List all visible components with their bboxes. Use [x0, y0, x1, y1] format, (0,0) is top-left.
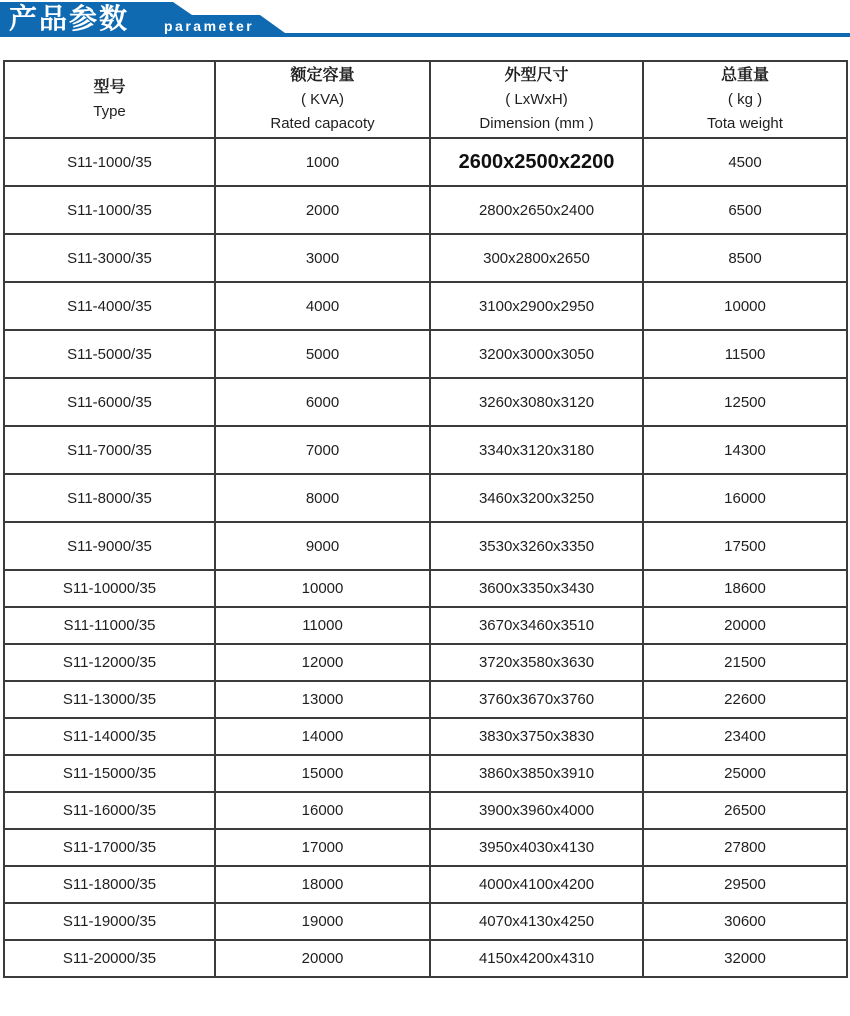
- cell-capacity: 4000: [215, 282, 430, 330]
- col-header-weight-en: Tota weight: [707, 114, 783, 132]
- cell-weight: 23400: [643, 718, 847, 755]
- cell-weight: 29500: [643, 866, 847, 903]
- cell-weight: 17500: [643, 522, 847, 570]
- cell-weight: 25000: [643, 755, 847, 792]
- cell-dimension: 3670x3460x3510: [430, 607, 643, 644]
- col-header-type: [4, 61, 215, 138]
- cell-type: S11-11000/35: [4, 607, 215, 644]
- cell-weight: 30600: [643, 903, 847, 940]
- cell-dimension: 3720x3580x3630: [430, 644, 643, 681]
- cell-dimension: 3950x4030x4130: [430, 829, 643, 866]
- cell-weight: 18600: [643, 570, 847, 607]
- cell-dimension: 3600x3350x3430: [430, 570, 643, 607]
- cell-type: S11-1000/35: [4, 138, 215, 186]
- cell-capacity: 18000: [215, 866, 430, 903]
- page-subtitle: parameter: [164, 18, 255, 34]
- cell-capacity: 5000: [215, 330, 430, 378]
- cell-type: S11-18000/35: [4, 866, 215, 903]
- cell-dimension: 3460x3200x3250: [430, 474, 643, 522]
- cell-dimension: 3900x3960x4000: [430, 792, 643, 829]
- cell-capacity: 1000: [215, 138, 430, 186]
- cell-capacity: 14000: [215, 718, 430, 755]
- col-header-dimension-zh: 外型尺寸: [504, 66, 569, 84]
- table-row: [4, 607, 847, 644]
- table-row: [4, 903, 847, 940]
- cell-type: S11-20000/35: [4, 940, 215, 977]
- cell-dimension: 4150x4200x4310: [430, 940, 643, 977]
- cell-weight: 12500: [643, 378, 847, 426]
- table-body: [4, 138, 847, 977]
- cell-type: S11-17000/35: [4, 829, 215, 866]
- cell-dimension: 4000x4100x4200: [430, 866, 643, 903]
- cell-dimension: 3340x3120x3180: [430, 426, 643, 474]
- table-row: [4, 792, 847, 829]
- cell-capacity: 20000: [215, 940, 430, 977]
- cell-type: S11-14000/35: [4, 718, 215, 755]
- cell-weight: 8500: [643, 234, 847, 282]
- cell-dimension: 4070x4130x4250: [430, 903, 643, 940]
- cell-weight: 6500: [643, 186, 847, 234]
- cell-capacity: 13000: [215, 681, 430, 718]
- cell-dimension: 3830x3750x3830: [430, 718, 643, 755]
- table-row: [4, 186, 847, 234]
- cell-dimension: 2600x2500x2200: [430, 138, 643, 186]
- cell-dimension: 3100x2900x2950: [430, 282, 643, 330]
- cell-type: S11-19000/35: [4, 903, 215, 940]
- cell-type: S11-9000/35: [4, 522, 215, 570]
- table-row: [4, 570, 847, 607]
- cell-weight: 4500: [643, 138, 847, 186]
- table-row: [4, 940, 847, 977]
- cell-weight: 11500: [643, 330, 847, 378]
- table-row: [4, 866, 847, 903]
- cell-weight: 16000: [643, 474, 847, 522]
- cell-type: S11-5000/35: [4, 330, 215, 378]
- table-row: [4, 234, 847, 282]
- col-header-dimension: [430, 61, 643, 138]
- table-row: [4, 522, 847, 570]
- table-row: [4, 718, 847, 755]
- col-header-weight-zh: 总重量: [720, 66, 769, 84]
- cell-type: S11-15000/35: [4, 755, 215, 792]
- cell-dimension: 2800x2650x2400: [430, 186, 643, 234]
- cell-weight: 32000: [643, 940, 847, 977]
- cell-dimension: 300x2800x2650: [430, 234, 643, 282]
- col-header-weight: [643, 61, 847, 138]
- cell-type: S11-6000/35: [4, 378, 215, 426]
- cell-weight: 10000: [643, 282, 847, 330]
- col-header-capacity: [215, 61, 430, 138]
- cell-weight: 20000: [643, 607, 847, 644]
- cell-type: S11-7000/35: [4, 426, 215, 474]
- cell-capacity: 12000: [215, 644, 430, 681]
- table-row: [4, 330, 847, 378]
- table-row: [4, 138, 847, 186]
- col-header-dimension-en: Dimension (mm ): [479, 114, 594, 132]
- cell-type: S11-1000/35: [4, 186, 215, 234]
- table-row: [4, 644, 847, 681]
- cell-dimension: 3760x3670x3760: [430, 681, 643, 718]
- section-banner: [0, 0, 850, 38]
- cell-capacity: 2000: [215, 186, 430, 234]
- cell-capacity: 19000: [215, 903, 430, 940]
- cell-dimension: 3530x3260x3350: [430, 522, 643, 570]
- cell-capacity: 8000: [215, 474, 430, 522]
- table-row: [4, 755, 847, 792]
- col-header-weight-unit: ( kg ): [727, 90, 763, 108]
- col-header-type-zh: 型号: [93, 78, 126, 96]
- page-title: 产品参数: [9, 3, 130, 34]
- table-row: [4, 474, 847, 522]
- cell-capacity: 11000: [215, 607, 430, 644]
- cell-type: S11-8000/35: [4, 474, 215, 522]
- cell-type: S11-13000/35: [4, 681, 215, 718]
- cell-type: S11-3000/35: [4, 234, 215, 282]
- table-row: [4, 829, 847, 866]
- cell-capacity: 17000: [215, 829, 430, 866]
- cell-weight: 26500: [643, 792, 847, 829]
- table-header-row: [4, 61, 847, 138]
- table-row: [4, 378, 847, 426]
- parameters-table: [3, 60, 848, 978]
- cell-capacity: 7000: [215, 426, 430, 474]
- cell-capacity: 15000: [215, 755, 430, 792]
- col-header-type-en: Type: [93, 102, 126, 120]
- col-header-capacity-zh: 额定容量: [290, 66, 355, 84]
- cell-type: S11-10000/35: [4, 570, 215, 607]
- cell-weight: 21500: [643, 644, 847, 681]
- cell-weight: 27800: [643, 829, 847, 866]
- table-row: [4, 681, 847, 718]
- cell-type: S11-12000/35: [4, 644, 215, 681]
- cell-type: S11-4000/35: [4, 282, 215, 330]
- cell-capacity: 3000: [215, 234, 430, 282]
- cell-capacity: 10000: [215, 570, 430, 607]
- cell-capacity: 6000: [215, 378, 430, 426]
- table-row: [4, 426, 847, 474]
- cell-type: S11-16000/35: [4, 792, 215, 829]
- cell-capacity: 9000: [215, 522, 430, 570]
- cell-dimension: 3260x3080x3120: [430, 378, 643, 426]
- col-header-capacity-unit: ( KVA): [300, 90, 345, 108]
- col-header-capacity-en: Rated capacoty: [270, 114, 375, 132]
- table-row: [4, 282, 847, 330]
- cell-dimension: 3200x3000x3050: [430, 330, 643, 378]
- cell-capacity: 16000: [215, 792, 430, 829]
- cell-dimension: 3860x3850x3910: [430, 755, 643, 792]
- col-header-dimension-unit: ( LxWxH): [505, 90, 568, 108]
- cell-weight: 14300: [643, 426, 847, 474]
- cell-weight: 22600: [643, 681, 847, 718]
